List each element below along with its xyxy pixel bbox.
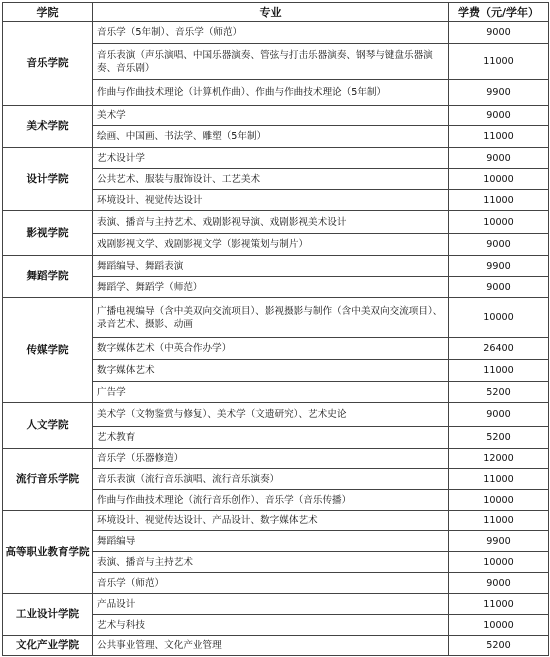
major-cell: 环境设计、视觉传达设计 [93, 190, 449, 211]
major-cell: 广告学 [93, 382, 449, 403]
fee-cell: 10000 [449, 169, 549, 190]
major-cell: 音乐学（乐器修造） [93, 449, 449, 469]
table-row [3, 148, 549, 169]
major-cell: 音乐学（师范） [93, 573, 449, 594]
fee-cell: 5200 [449, 382, 549, 403]
table-row [3, 636, 549, 656]
fee-cell: 10000 [449, 552, 549, 573]
fee-cell: 11000 [449, 190, 549, 211]
fee-cell: 9000 [449, 277, 549, 298]
fee-cell: 9000 [449, 403, 549, 427]
college-cell: 文化产业学院 [3, 636, 93, 656]
major-cell: 音乐表演（流行音乐演唱、流行音乐演奏） [93, 469, 449, 490]
college-cell: 舞蹈学院 [3, 256, 93, 298]
fee-cell: 9000 [449, 106, 549, 126]
fee-cell: 10000 [449, 615, 549, 636]
table-body [3, 22, 549, 656]
college-cell: 美术学院 [3, 106, 93, 148]
fee-cell: 5200 [449, 427, 549, 449]
college-cell: 影视学院 [3, 211, 93, 256]
major-cell: 艺术设计学 [93, 148, 449, 169]
major-cell: 舞蹈编导 [93, 531, 449, 552]
major-cell: 艺术与科技 [93, 615, 449, 636]
fee-cell: 9000 [449, 573, 549, 594]
major-cell: 广播电视编导（含中美双向交流项目）、影视摄影与制作（含中美双向交流项目）、录音艺术、摄影、动画 [93, 298, 449, 338]
fee-cell: 11000 [449, 594, 549, 615]
table-row [3, 403, 549, 427]
header-college: 学院 [3, 3, 93, 22]
table-row [3, 594, 549, 615]
header-row [3, 3, 549, 22]
major-cell: 公共事业管理、文化产业管理 [93, 636, 449, 656]
table-row [3, 298, 549, 338]
fee-cell: 11000 [449, 511, 549, 531]
major-cell: 音乐表演（声乐演唱、中国乐器演奏、管弦与打击乐器演奏、钢琴与键盘乐器演奏、音乐剧） [93, 44, 449, 80]
fee-cell: 26400 [449, 338, 549, 360]
fee-cell: 11000 [449, 469, 549, 490]
major-cell: 舞蹈学、舞蹈学（师范） [93, 277, 449, 298]
fee-cell: 9000 [449, 234, 549, 256]
fee-cell: 9000 [449, 148, 549, 169]
major-cell: 作曲与作曲技术理论（计算机作曲）、作曲与作曲技术理论（5年制） [93, 80, 449, 106]
college-cell: 流行音乐学院 [3, 449, 93, 511]
major-cell: 舞蹈编导、舞蹈表演 [93, 256, 449, 277]
major-cell: 音乐学（5年制）、音乐学（师范） [93, 22, 449, 44]
fee-cell: 9900 [449, 256, 549, 277]
fee-cell: 9900 [449, 531, 549, 552]
major-cell: 表演、播音与主持艺术 [93, 552, 449, 573]
fee-cell: 10000 [449, 298, 549, 338]
college-cell: 设计学院 [3, 148, 93, 211]
fee-cell: 12000 [449, 449, 549, 469]
fee-cell: 11000 [449, 126, 549, 148]
college-cell: 工业设计学院 [3, 594, 93, 636]
fee-cell: 10000 [449, 211, 549, 234]
tuition-table [2, 2, 549, 656]
major-cell: 绘画、中国画、书法学、雕塑（5年制） [93, 126, 449, 148]
fee-cell: 9900 [449, 80, 549, 106]
fee-cell: 10000 [449, 490, 549, 511]
table-row [3, 211, 549, 234]
college-cell: 人文学院 [3, 403, 93, 449]
major-cell: 数字媒体艺术 [93, 360, 449, 382]
college-cell: 音乐学院 [3, 22, 93, 106]
fee-cell: 11000 [449, 360, 549, 382]
major-cell: 戏剧影视文学、戏剧影视文学（影视策划与制片） [93, 234, 449, 256]
major-cell: 公共艺术、服装与服饰设计、工艺美术 [93, 169, 449, 190]
table-row [3, 256, 549, 277]
college-cell: 传媒学院 [3, 298, 93, 403]
major-cell: 艺术教育 [93, 427, 449, 449]
major-cell: 产品设计 [93, 594, 449, 615]
header-fee: 学费（元/学年） [449, 3, 549, 22]
fee-cell: 5200 [449, 636, 549, 656]
fee-cell: 9000 [449, 22, 549, 44]
major-cell: 环境设计、视觉传达设计、产品设计、数字媒体艺术 [93, 511, 449, 531]
table-row [3, 449, 549, 469]
major-cell: 作曲与作曲技术理论（流行音乐创作）、音乐学（音乐传播） [93, 490, 449, 511]
table-row [3, 511, 549, 531]
major-cell: 美术学（文物鉴赏与修复）、美术学（文遗研究）、艺术史论 [93, 403, 449, 427]
fee-cell: 11000 [449, 44, 549, 80]
major-cell: 美术学 [93, 106, 449, 126]
college-cell: 高等职业教育学院 [3, 511, 93, 594]
header-major: 专业 [93, 3, 449, 22]
major-cell: 数字媒体艺术（中英合作办学） [93, 338, 449, 360]
major-cell: 表演、播音与主持艺术、戏剧影视导演、戏剧影视美术设计 [93, 211, 449, 234]
table-row [3, 106, 549, 126]
table-row [3, 22, 549, 44]
